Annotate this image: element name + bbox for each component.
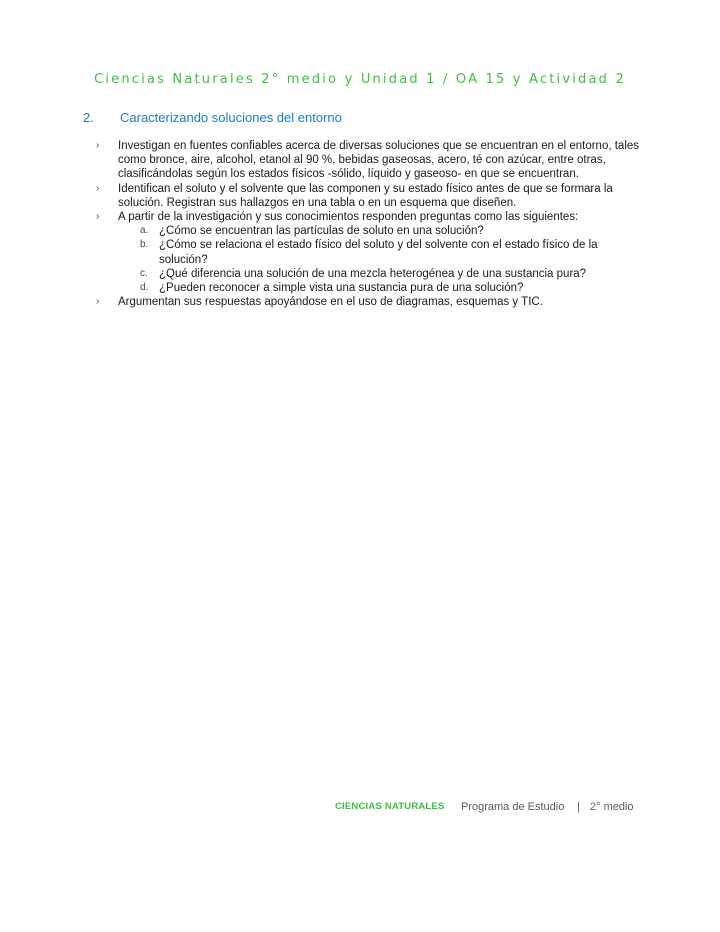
bullet-icon: › bbox=[96, 296, 100, 308]
section-title bbox=[83, 110, 342, 125]
question-letter: d. bbox=[140, 282, 149, 294]
list-item-text: Investigan en fuentes confiables acerca de diversas soluciones que se encuentran en el entorno, tales como bronce, aire, alcohol, etanol al 90 %, bebidas gaseosas, acero, té con azúcar, entre otras, clasificándolas según los estados físicos -sólido, líquido y gaseoso- en que se encuentran. bbox=[118, 140, 640, 181]
footer-program: Programa de Estudio bbox=[461, 801, 565, 813]
question-letter: a. bbox=[140, 225, 149, 237]
activity-content bbox=[96, 139, 641, 309]
question-item bbox=[96, 224, 641, 238]
footer-level: 2° medio bbox=[590, 801, 634, 813]
question-letter: b. bbox=[140, 239, 149, 251]
list-item bbox=[96, 295, 641, 309]
list-item bbox=[96, 139, 641, 182]
list-item-text: Argumentan sus respuestas apoyándose en el uso de diagramas, esquemas y TIC. bbox=[118, 296, 543, 309]
section-number: 2. bbox=[83, 110, 94, 125]
page-footer bbox=[0, 801, 720, 817]
question-text: ¿Qué diferencia una solución de una mezcla heterogénea y de una sustancia pura? bbox=[159, 267, 587, 280]
question-item bbox=[96, 267, 641, 281]
question-text: ¿Cómo se encuentran las partículas de soluto en una solución? bbox=[159, 225, 484, 238]
footer-separator: | bbox=[577, 801, 580, 813]
list-item bbox=[96, 182, 641, 210]
list-item-text: Identifican el soluto y el solvente que las componen y su estado físico antes de que se formara la solución. Registran sus hallazgos en una tabla o en un esquema que diseñen. bbox=[118, 182, 613, 209]
page-header: Ciencias Naturales 2° medio y Unidad 1 / OA 15 y Actividad 2 bbox=[94, 72, 626, 87]
bullet-icon: › bbox=[96, 182, 100, 194]
question-item bbox=[96, 281, 641, 295]
question-letter: c. bbox=[140, 267, 148, 279]
footer-subject: CIENCIAS NATURALES bbox=[335, 801, 445, 812]
list-item-text: A partir de la investigación y sus conocimientos responden preguntas como las siguientes: bbox=[118, 211, 579, 224]
bullet-icon: › bbox=[96, 211, 100, 223]
section-title-text: Caracterizando soluciones del entorno bbox=[120, 110, 342, 125]
bullet-icon: › bbox=[96, 140, 100, 151]
question-item bbox=[96, 238, 641, 266]
question-text: ¿Cómo se relaciona el estado físico del soluto y del solvente con el estado físico de la solución? bbox=[159, 239, 598, 266]
list-item bbox=[96, 210, 641, 224]
question-text: ¿Pueden reconocer a simple vista una sustancia pura de una solución? bbox=[159, 282, 524, 295]
